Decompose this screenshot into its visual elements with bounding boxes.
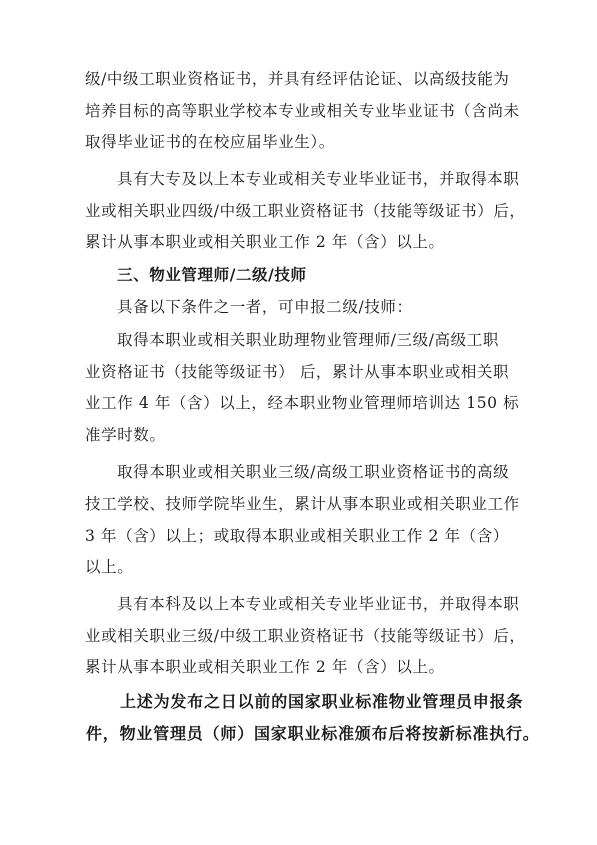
text-line: 准学时数。 — [85, 426, 166, 444]
note-line: 上述为发布之日以前的国家职业标准物业管理员申报条 — [120, 692, 524, 711]
text-line: 级/中级工职业资格证书，并具有经评估论证、以高级技能为 — [85, 70, 510, 88]
text-line: 取得本职业或相关职业助理物业管理师/三级/高级工职 — [117, 331, 499, 349]
text-line: 具有本科及以上本专业或相关专业毕业证书，并取得本职 — [117, 595, 520, 613]
text-line: 以上。 — [85, 558, 134, 576]
section-heading: 三、物业管理师/二级/技师 — [117, 265, 307, 284]
text-line: 业或相关职业三级/中级工职业资格证书（技能等级证书）后， — [85, 627, 526, 645]
text-line: 取得本职业或相关职业三级/高级工职业资格证书的高级 — [117, 463, 510, 481]
text-line: 业资格证书（技能等级证书） 后，累计从事本职业或相关职 — [85, 363, 510, 381]
text-line: 累计从事本职业或相关职业工作 2 年（含）以上。 — [85, 233, 445, 251]
text-line: 3 年（含）以上；或取得本职业或相关职业工作 2 年（含） — [85, 527, 509, 545]
text-line: 累计从事本职业或相关职业工作 2 年（含）以上。 — [85, 658, 445, 676]
text-line: 具备以下条件之一者，可申报二级/技师： — [117, 298, 413, 316]
text-line: 培养目标的高等职业学校本专业或相关专业毕业证书（含尚未 — [85, 102, 520, 120]
text-line: 取得毕业证书的在校应届毕业生）。 — [85, 133, 335, 151]
text-line: 业工作 4 年（含）以上，经本职业物业管理师培训达 150 标 — [85, 394, 520, 412]
note-line: 件，物业管理员（师）国家职业标准颁布后将按新标准执行。 — [86, 724, 540, 743]
text-line: 具有大专及以上本专业或相关专业毕业证书，并取得本职 — [117, 170, 520, 188]
text-line: 技工学校、技师学院毕业生，累计从事本职业或相关职业工作 — [85, 495, 520, 513]
text-line: 业或相关职业四级/中级工职业资格证书（技能等级证书）后， — [85, 202, 526, 220]
